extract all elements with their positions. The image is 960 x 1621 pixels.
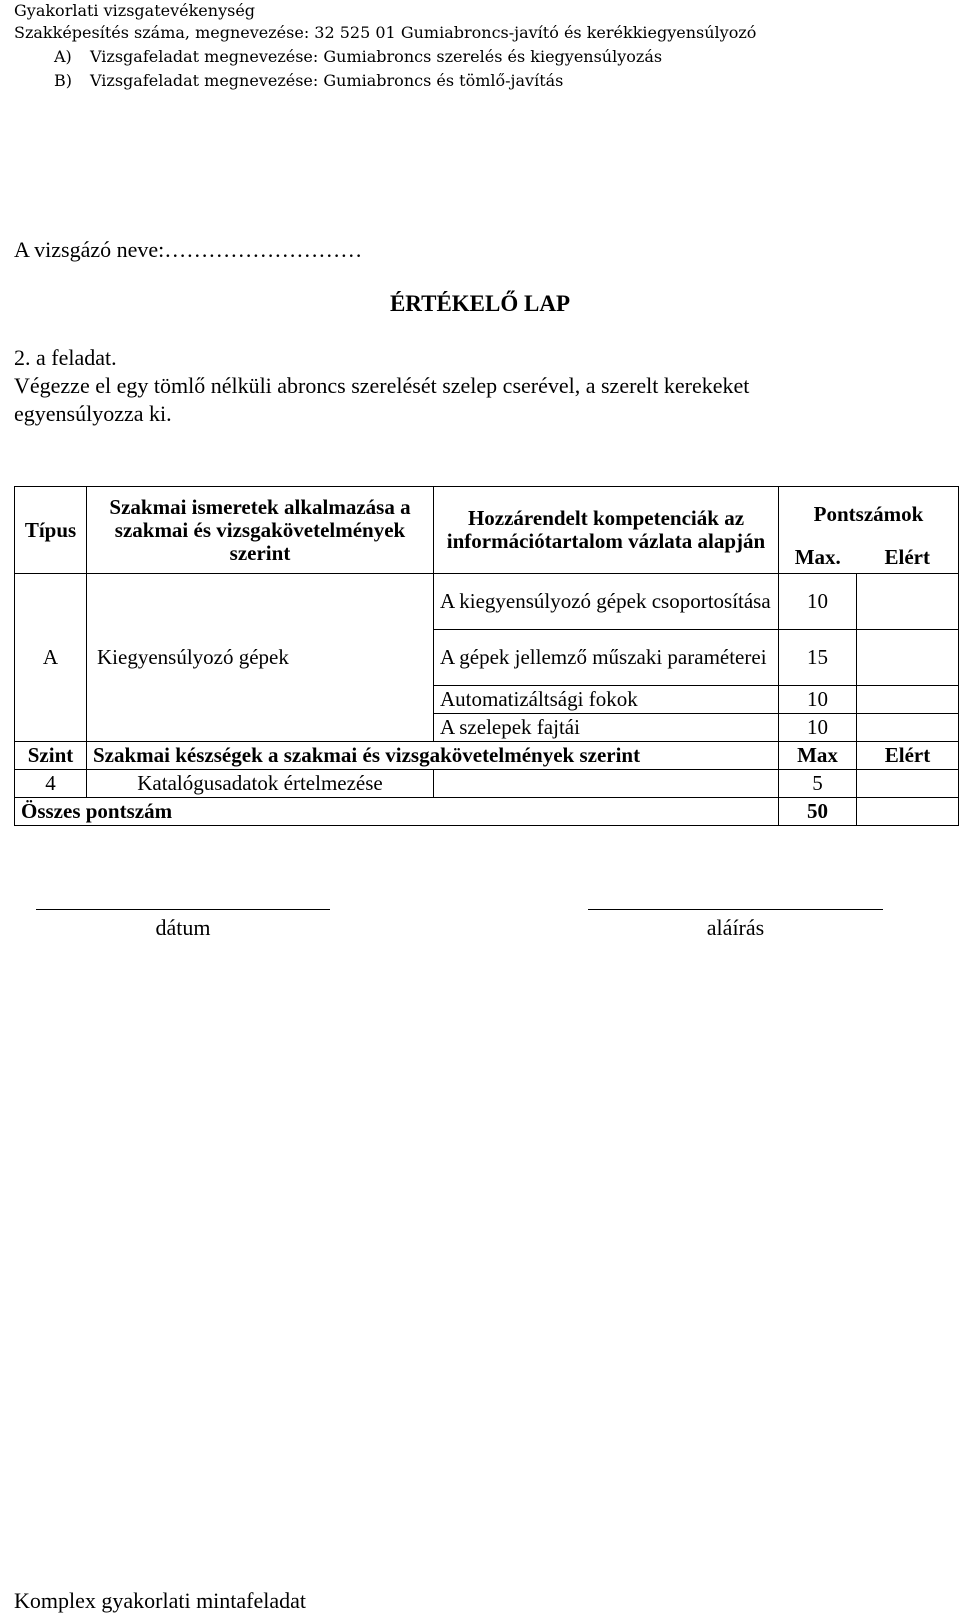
table-head-row [15,487,959,542]
skills-level-head: Szint [15,742,87,770]
skills-max-head: Max [779,742,857,770]
skills-level: 4 [15,770,87,798]
skills-achieved-head: Elért [857,742,959,770]
task-description-line1: Végezze el egy tömlő nélküli abroncs szerelését szelep cserével, a szerelt kerekeket [14,373,750,398]
competence-cell: A gépek jellemző műszaki paraméterei [434,630,779,686]
achieved-score-cell[interactable] [857,574,959,630]
task-b-marker: B) [54,71,72,90]
skills-head-row [15,742,959,770]
head-max: Max. [779,542,857,574]
head-knowledge: Szakmai ismeretek alkalmazása a szakmai és vizsgakövetelmények szerint [87,487,434,574]
achieved-score-cell[interactable] [857,686,959,714]
competence-cell: A kiegyensúlyozó gépek csoportosítása [434,574,779,630]
signature-label: aláírás [706,915,765,940]
max-score-cell: 10 [779,714,857,742]
task-a-marker: A) [54,47,72,66]
achieved-score-cell[interactable] [857,714,959,742]
total-row [15,798,959,826]
footer-text: Komplex gyakorlati mintafeladat [14,1588,307,1613]
total-max: 50 [779,798,857,826]
task-b-text: Vizsgafeladat megnevezése: Gumiabroncs és tömlő-javítás [90,71,564,90]
evaluation-table [14,486,959,826]
max-score-cell: 15 [779,630,857,686]
max-score-cell: 10 [779,574,857,630]
candidate-name-line: A vizsgázó neve:……………………… [14,237,363,262]
section-type: A [15,574,87,742]
header-qualification: Szakképesítés száma, megnevezése: 32 525 01 Gumiabroncs-javító és kerékkiegyensúlyozó [14,23,757,42]
task-description-line2: egyensúlyozza ki. [14,401,172,426]
head-points: Pontszámok [779,487,959,542]
skills-achieved-cell[interactable] [857,770,959,798]
section-knowledge: Kiegyensúlyozó gépek [87,574,434,742]
skills-label: Katalógusadatok értelmezése [87,770,434,798]
skills-empty-cell [434,770,779,798]
head-competence: Hozzárendelt kompetenciák az információtartalom vázlata alapján [434,487,779,574]
skills-label-head: Szakmai készségek a szakmai és vizsgakövetelmények szerint [87,742,779,770]
skills-row [15,770,959,798]
header-task-b [54,70,563,92]
head-achieved: Elért [857,542,959,574]
head-type: Típus [15,487,87,574]
competence-cell: A szelepek fajtái [434,714,779,742]
table-row [15,574,959,630]
date-signature-line [36,909,330,910]
max-score-cell: 10 [779,686,857,714]
task-a-text: Vizsgafeladat megnevezése: Gumiabroncs szerelés és kiegyensúlyozás [90,47,663,66]
competence-cell: Automatizáltsági fokok [434,686,779,714]
achieved-score-cell[interactable] [857,630,959,686]
total-label: Összes pontszám [15,798,779,826]
signature-line [588,909,883,910]
skills-max: 5 [779,770,857,798]
page-title: ÉRTÉKELŐ LAP [389,291,571,316]
date-label: dátum [155,915,211,940]
task-number: 2. a feladat. [14,345,117,370]
header-activity: Gyakorlati vizsgatevékenység [14,1,256,20]
header-task-a [54,46,662,68]
total-achieved-cell[interactable] [857,798,959,826]
